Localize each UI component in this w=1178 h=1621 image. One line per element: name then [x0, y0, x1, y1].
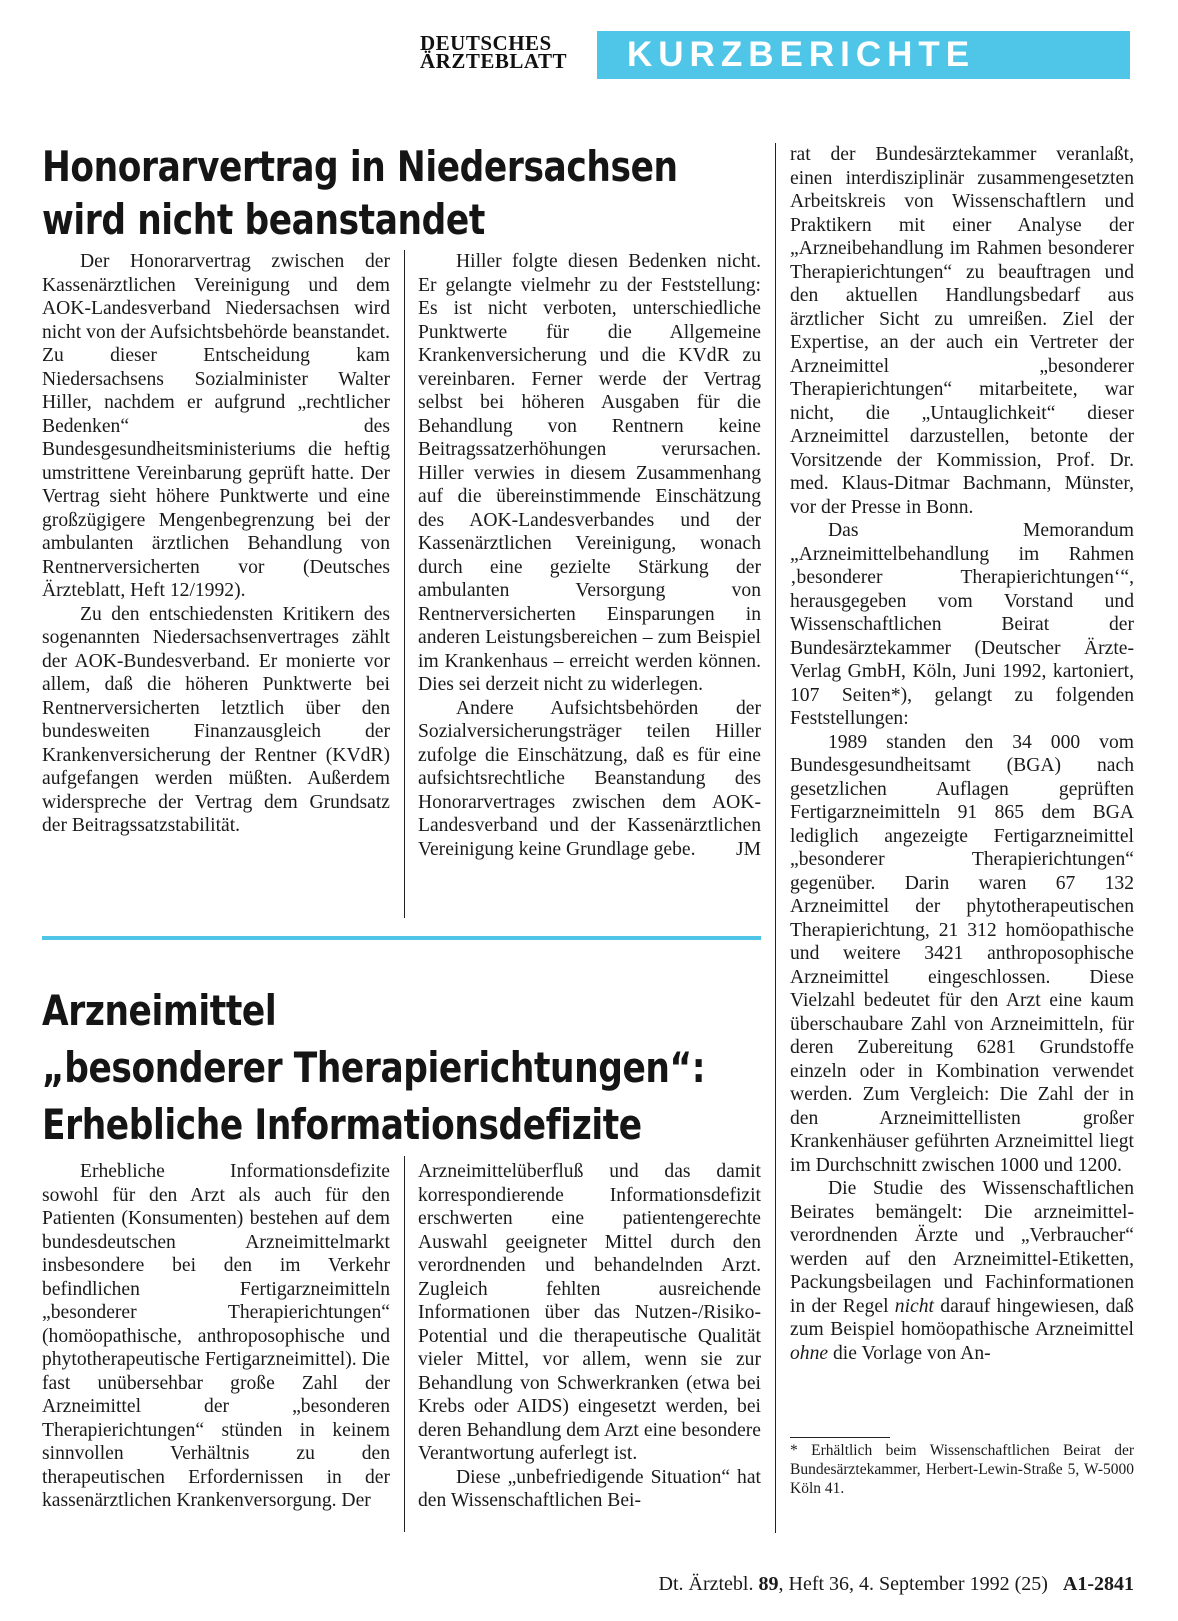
article2-title-line1: Arzneimittel [42, 986, 277, 1035]
article2-paragraph: 1989 standen den 34 000 vom Bundesgesundheitsamt (BGA) nach gesetzlichen Auflagen geprüften Fertigarzneimitteln 91 865 dem BGA lediglich angezeigte Fertigarzneimittel „besonderer Therapierichtungen“ gegenüber. Darin waren 67 132 Arzneimittel der phytotherapeutischen Therapierichtung, 21 312 homöopathische und weitere 3421 anthroposophische Arzneimittel eingeschlossen. Diese Vielzahl bedeutet für den Arzt eine kaum überschaubare Zahl von Arzneimitteln, für deren Zubereitung 6281 Grundstoffe einzeln oder in Kombination verwendet werden. Zum Vergleich: Die Zahl der in den Arzneimittellisten großer Krankenhäuser geführten Arzneimittel liegt im Durchschnitt zwischen 1000 und 1200. [790, 731, 1134, 1176]
column-divider [404, 250, 405, 918]
article1-paragraph: Zu den entschiedensten Kritikern des sogenannten Niedersachsenvertrages zählt der AOK-Bundesverband. Er monierte vor allem, daß die höheren Punktwerte bei Rentnerversicherten letztlich über den bundesweiten Finanzausgleich der Krankenversicherung der Rentner (KVdR) aufgefangen werden müßten. Außerdem widerspreche der Vertrag dem Grundsatz der Beitragssatzstabilität. [42, 603, 390, 836]
article1-title-line1: Honorarvertrag in Niedersachsen [42, 142, 678, 191]
article1-paragraph-text: Andere Aufsichtsbehörden der Sozialversicherungsträger teilen Hiller zufolge die Einschätzung, daß es für eine aufsichtsrechtliche Beanstandung des Honorarvertrages zwischen dem AOK-Landesverband und der Kassenärztlichen Vereinigung keine Grundlage gebe. [418, 697, 761, 860]
article1-column-1 [42, 250, 390, 838]
column-divider [775, 143, 776, 1533]
citation-issue: , Heft 36, 4. September 1992 (25) [778, 1573, 1048, 1595]
article1-paragraph: Hiller folgte diesen Bedenken nicht. Er gelangte vielmehr zu der Feststellung: Es ist nicht verboten, unterschiedliche Punktwerte für die Allgemeine Krankenversicherung und die KVdR zu vereinbaren. Ferner werde der Vertrag selbst bei höheren Ausgaben für die Behandlung von Rentnern keine Beitragssatzerhöhungen verursachen. Hiller verwies in diesem Zusammenhang auf die übereinstimmende Einschätzung des AOK-Landesverbandes und der Kassenärztlichen Vereinigung, wonach durch eine gezielte Stärkung der ambulanten Versorgung von Rentnerversicherten Einsparungen in anderen Leistungsbereichen – zum Beispiel im Krankenhaus – erreicht werden können. Dies sei derzeit nicht zu widerlegen. [418, 251, 761, 695]
author-signature: JM [735, 838, 761, 860]
emphasis-ohne: ohne [790, 1342, 829, 1364]
article2-paragraph: Erhebliche Informationsdefizite sowohl für den Arzt als auch für den Patienten (Konsumenten) bestehen auf dem bundesdeutschen Arzneimittelmarkt insbesondere bei den im Verkehr befindlichen Fertigarzneimitteln „besonderer Therapierichtungen“ (homöopathische, anthroposophische und phytotherapeutische Fertigarzneimittel). Die fast unübersehbar große Zahl der Arzneimittel der „besonderen Therapierichtungen“ stünden in keinem sinnvollen Verhältnis zu den therapeutischen Erfordernissen in der kassenärztlichen Krankenversorgung. Der [42, 1161, 390, 1511]
article2-title-line2: „besonderer Therapierichtungen“: [42, 1043, 706, 1092]
masthead-logo [420, 31, 590, 73]
citation-journal: Dt. Ärztebl. [658, 1573, 754, 1595]
article2-title-line3: Erhebliche Informationsdefizite [42, 1100, 642, 1149]
article2-column-2 [418, 1160, 761, 1513]
article2-title [42, 982, 747, 1153]
article1-paragraph-last [418, 697, 761, 862]
article2-paragraph: Arzneimittelüberfluß und das damit korrespondierende Informationsdefizit erschwerten eine patientengerechte Auswahl geeigneter Mittel durch den verordnenden und behandelnden Arzt. Zugleich fehlten ausreichende Informationen über das Nutzen-/Risiko-Potential und die therapeutische Qualität vieler Mittel, vor allem, wenn sie zur Behandlung von Schwerkranken (etwa bei Krebs oder AIDS) eingesetzt werden, bei deren Behandlung dem Arzt eine besondere Verantwortung auferlegt ist. [418, 1161, 761, 1464]
citation-volume: 89 [758, 1573, 779, 1595]
page-number: A1-2841 [1062, 1573, 1134, 1595]
article2-paragraph: Die Studie des Wissenschaftlichen Beirates bemängelt: Die arzneimittel-verordnenden Ärzte und „Verbraucher“ werden auf den Arzneimittel-Etiketten, Packungsbeilagen und Fachinformationen in der Regel nicht darauf hingewiesen, daß zum Beispiel homöopathische Arzneimittel ohne die Vorlage von An- [790, 1178, 1134, 1364]
article2-column-1 [42, 1160, 390, 1513]
footnote-rule [790, 1437, 890, 1438]
article1-title [42, 140, 698, 246]
column-divider [404, 1156, 405, 1532]
masthead-line1: DEUTSCHES [420, 31, 552, 55]
section-banner: KURZBERICHTE [597, 31, 1130, 79]
footnote: * Erhältlich beim Wissenschaftlichen Beirat der Bundesärztekammer, Herbert-Lewin-Straße 5, W-5000 Köln 41. [790, 1442, 1134, 1497]
page-footer [560, 1572, 1134, 1596]
article2-paragraph: Das Memorandum „Arzneimittelbehandlung im Rahmen ‚besonderer Therapierichtungen‘“, herausgegeben vom Vorstand und Wissenschaftlichen Beirat der Bundesärztekammer (Deutscher Ärzte-Verlag GmbH, Köln, Juni 1992, kartoniert, 107 Seiten*), gelangt zu folgenden Feststellungen: [790, 520, 1134, 729]
article2-column-3 [790, 143, 1134, 1365]
emphasis-nicht: nicht [894, 1295, 934, 1317]
article1-title-line2: wird nicht beanstandet [42, 195, 485, 244]
article1-column-2 [418, 250, 761, 861]
article2-paragraph: Diese „unbefriedigende Situation“ hat den Wissenschaftlichen Bei- [418, 1466, 761, 1511]
masthead-line2: ÄRZTEBLATT [420, 49, 567, 73]
section-divider [42, 936, 761, 940]
article2-paragraph: rat der Bundesärztekammer veranlaßt, einen interdisziplinär zusammengesetzten Arbeitskreis von Wissenschaftlern und Praktikern mit einer Analyse der „Arzneibehandlung im Rahmen besonderer Therapierichtungen“ zu beauftragen und den aktuellen Handlungsbedarf aus ärztlicher Sicht zu umreißen. Ziel der Expertise, an der auch ein Vertreter der Arzneimittel „besonderer Therapierichtungen“ mitarbeitete, war nicht, die „Untauglichkeit“ dieser Arzneimittel darzustellen, betonte der Vorsitzende der Kommission, Prof. Dr. med. Klaus-Ditmar Bachmann, Münster, vor der Presse in Bonn. [790, 144, 1134, 518]
article1-paragraph: Der Honorarvertrag zwischen der Kassenärztlichen Vereinigung und dem AOK-Landesverband Niedersachsen wird nicht von der Aufsichtsbehörde beanstandet. Zu dieser Entscheidung kam Niedersachsens Sozialminister Walter Hiller, nachdem er aufgrund „rechtlicher Bedenken“ des Bundesgesundheitsministeriums die heftig umstrittene Vereinbarung geprüft hatte. Der Vertrag sieht höhere Punktwerte und eine großzügigere Mengenbegrenzung bei der ambulanten ärztlichen Behandlung von Rentnerversicherten vor (Deutsches Ärzteblatt, Heft 12/1992). [42, 251, 390, 601]
